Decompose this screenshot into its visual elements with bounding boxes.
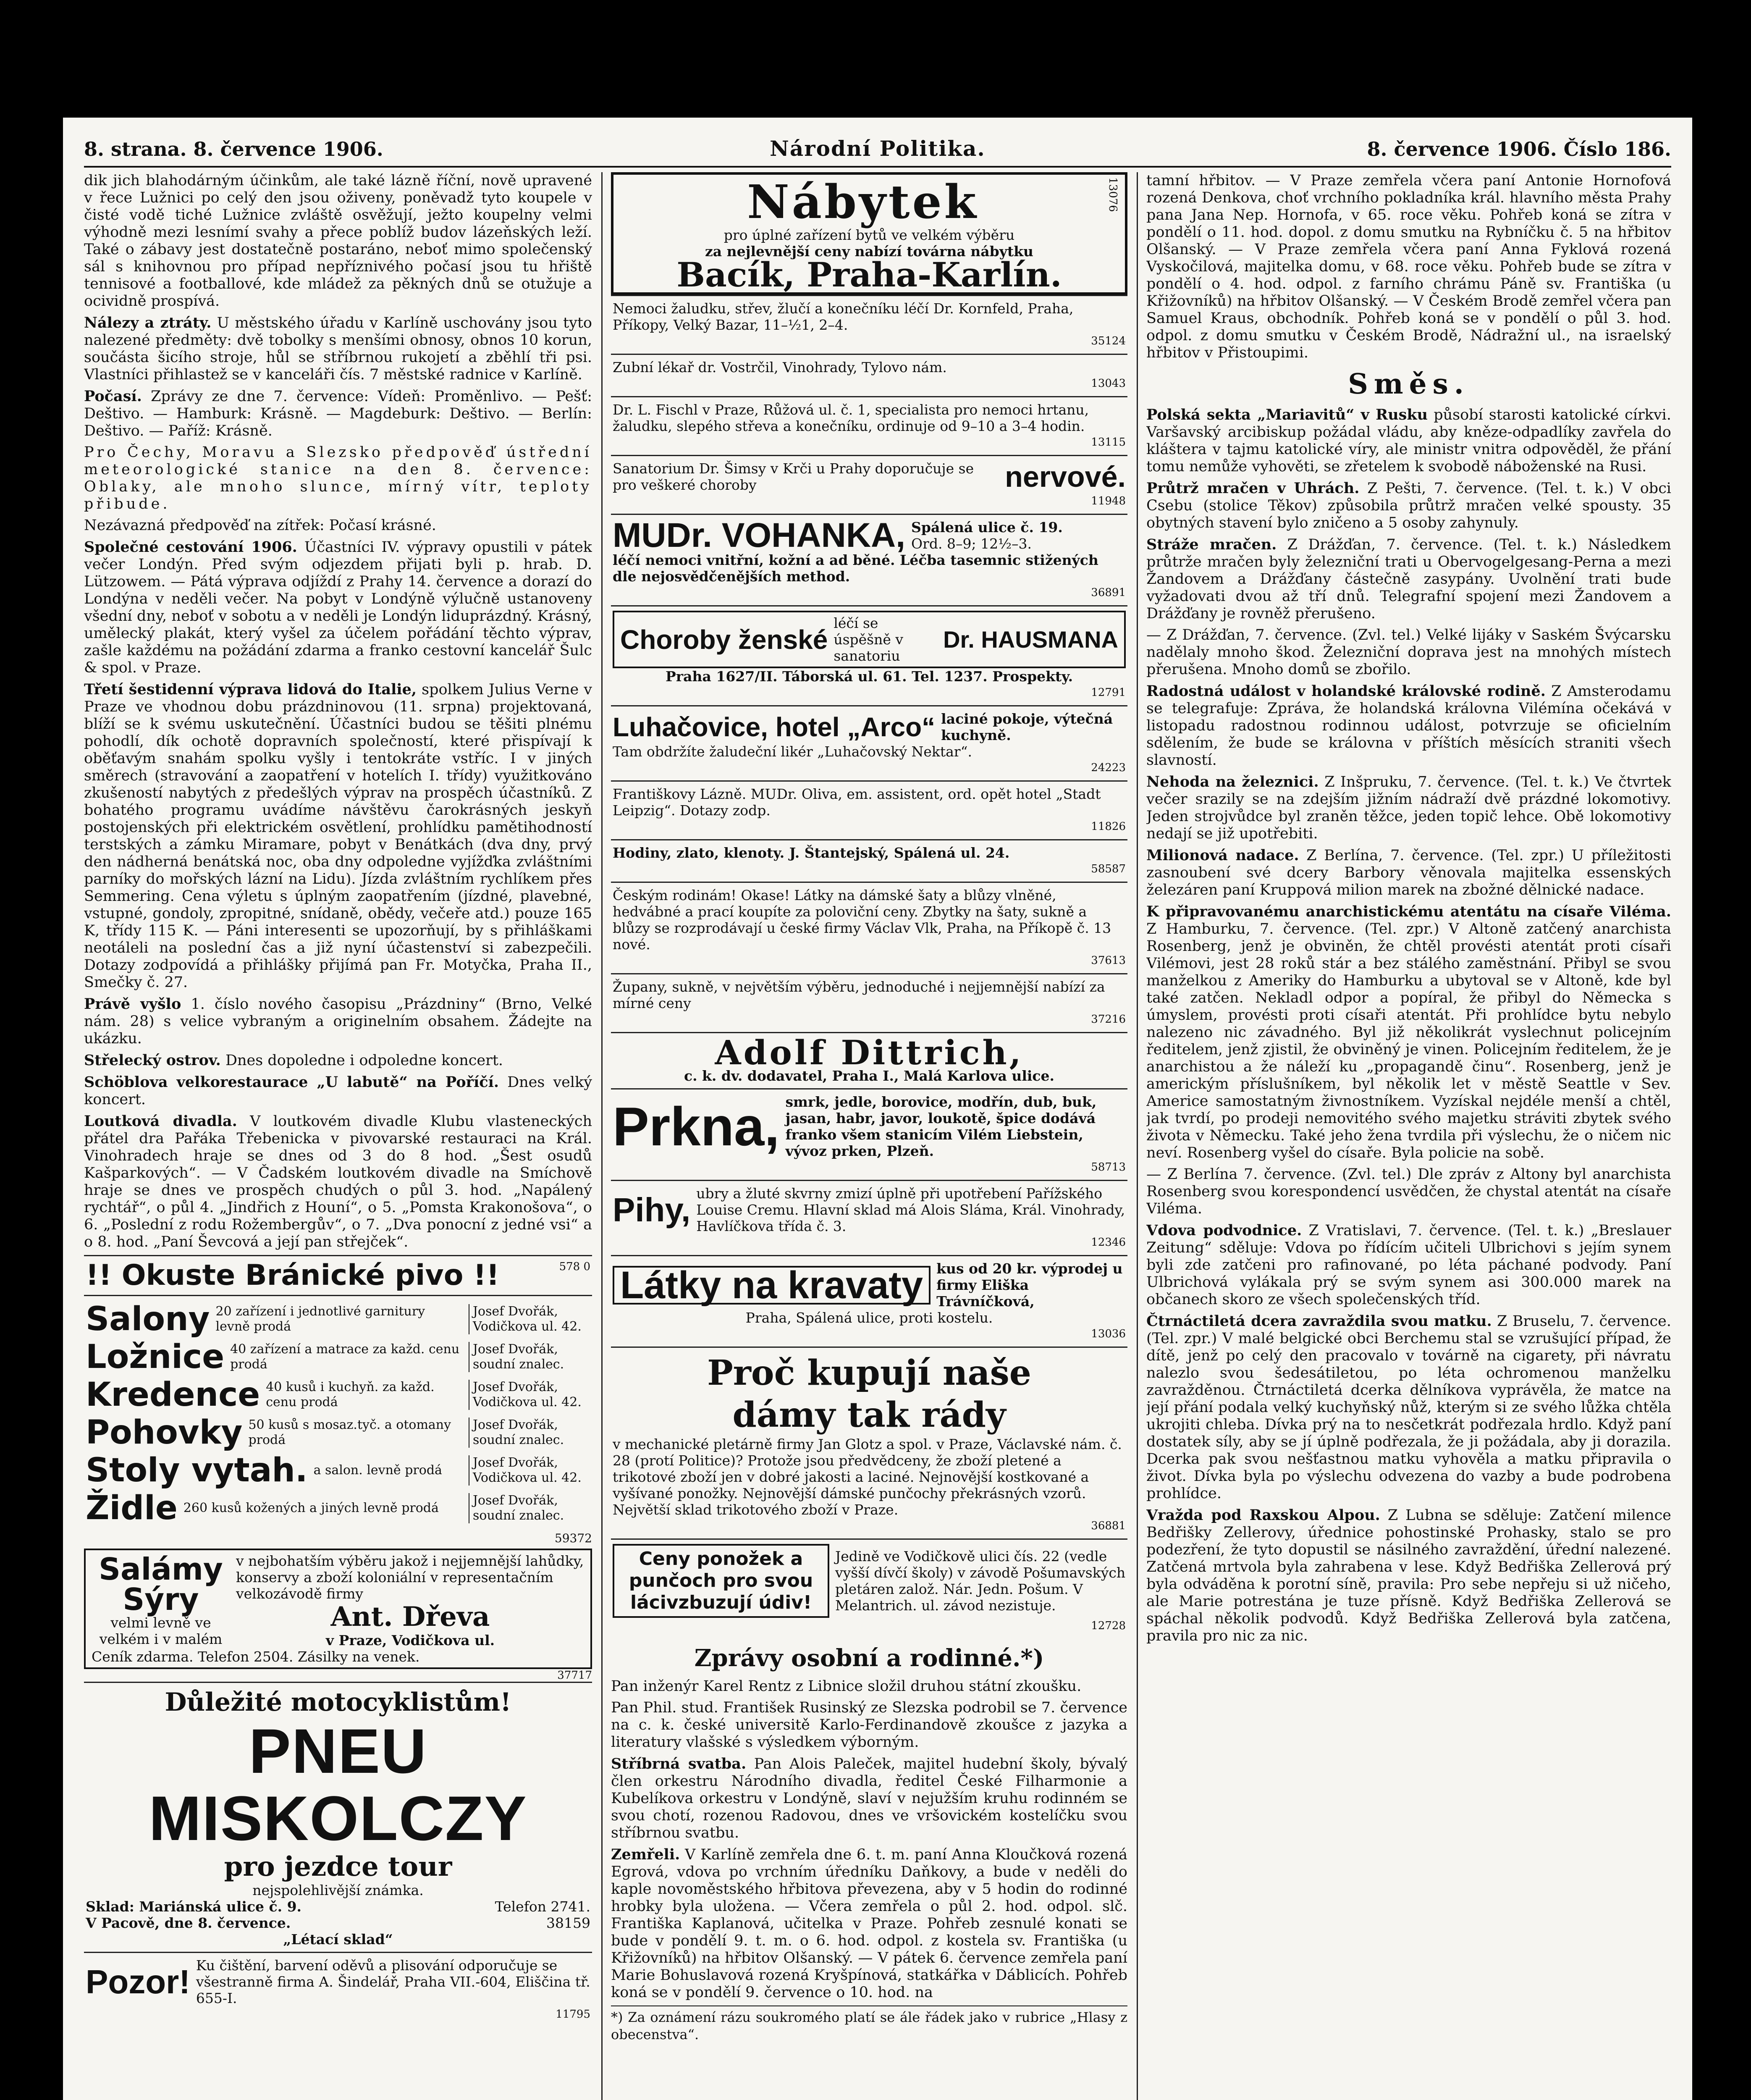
article-text: 1. číslo nového časopisu „Prázdniny“ (Brno, Velké nám. 28) s velice vybraným a originelním obsahem. Žádejte na ukázku.: [84, 996, 592, 1047]
ad-number: 24223: [1091, 761, 1126, 774]
article-paragraph: Nezávazná předpověď na zítřek: Počasí krásné.: [84, 517, 436, 534]
article-text: Zprávy ze dne 7. července: Vídeň: Proměnlivo. — Pešť: Deštivo. — Hamburk: Krásně. — Magdeburk: Deštivo. — Berlín: Deštivo. — Paříž: Krásně.: [84, 388, 592, 439]
column-3: [1146, 172, 1671, 2100]
ad-text: Praha 1627/II. Táborská ul. 61. Tel. 1237. Prospekty.: [665, 668, 1073, 685]
article-paragraph: tamní hřbitov. — V Praze zemřela včera paní Antonie Hornofová rozená Denkova, choť vrchního pokladníka král. hlavního města Prahy pana Jana Nep. Hornofa, v 65. roce věku. Pohřeb koná se zítra v pondělí o 11. hod. dopol. z domu smutku na Rybníčku č. 5 na hřbitov Olšanský. — V Praze zemřela včera paní Anna Fyklová rozená Vyskočilová, majitelka domu, v 68. roce věku. Pohřeb bude se zítra v pondělí o 4. hod. odpol. z farního chrámu Páně sv. Františka (u Křižovníků) na hřbitov Olšanský. — V Českém Brodě zemřel včera pan Samuel Kraus, obchodník. Pohřeb koná se v pondělí o půl 3. hod. odpol. z domu smutku v Českém Brodě, Nádražní ul., na israelský hřbitov v Přistoupimi.: [1146, 172, 1671, 361]
salami-footer: Ceník zdarma. Telefon 2504. Zásilky na venek.: [92, 1648, 420, 1665]
article-paragraph: [1146, 536, 1671, 622]
article-paragraph: [1146, 480, 1671, 532]
ad-number: 11795: [556, 2008, 590, 2021]
article-paragraph: [1146, 682, 1671, 769]
article-text: Z Bruselu, 7. července. (Tel. zpr.) V malé belgické obci Berchemu stal se vzrušující případ, že dítě, jenž po celý den pracovalo v továrně na cigarety, při návratu nalezlo svou šedesátiletou, po léta ochromenou manželku zavražděnou. Čtrnáctiletá dcerka dělníkova vyprávěla, že matce na její přání podala velký kuchyňský nůž, kterým si ze svého lůžka chtěla ukrojiti chleba. Dívka prý na to nesčetkrát podřezala hrdlo. Když paní dostatek síly, aby se jí úplně podřezala, že ji požádala, aby ji dorazila. Dcerka pak svou nešťastnou matku vyhověla a matku připravila o život. Dívka byla po výslechu odvezena do vazby a bude podrobena prohlídce.: [1146, 1313, 1671, 1502]
nabytek-firm: Bacík, Praha-Karlín.: [676, 255, 1062, 294]
article-paragraph: [1146, 1312, 1671, 1502]
nabytek-line: pro úplné zařízení bytů ve velkém výběru: [723, 227, 1015, 243]
ad-number: 37216: [1091, 1013, 1126, 1026]
article-text: V Karlíně zemřela dne 6. t. m. paní Anna Kloučková rozená Egrová, vdova po vrchním úředníku Daňkovy, a bude v neděli do kaple novoměstského hřbitova převezena, aby v 5 hodin do rodinné hrobky byla uložena. — Včera zemřela o půl 2. hod. odpol. slč. Františka Kaplanová, učitelka v Praze. Pohřeb zesnulé konati se bude v pondělí 9. t. m. o 6. hod. odpol. z kostela sv. Františka (u Křižovníků) na hřbitov Olšanský. — V pátek 6. července zemřela paní Marie Bohuslavová rozená Kryšpínová, statkářka v Dáblicích. Pohřeb koná se v pondělí 9. července o 10. hod. na: [611, 1846, 1127, 2001]
article-paragraph: [1146, 847, 1671, 899]
freckles-ad: [611, 1180, 1127, 1255]
furniture-ads: [84, 1295, 592, 1531]
article-heading: Střelecký ostrov.: [84, 1052, 221, 1069]
moto-store: V Pacově, dne 8. července.: [86, 1915, 291, 1931]
article-text: Účastníci IV. výpravy opustili v pátek večer Londýn. Před svým odjezdem přijati byli p. hrab. D. Lützowem. — Pátá výprava odjíždí z Prahy 14. července a dorazí do Londýna v neděli večer. Na pobyt v Londýně výlučně ustanoveny všední dny, neboť v sobotu a v neděli je Londýn liduprázdný. Krásný, umělecký plakát, který vyšel za účelem pořádání těchto výprav, zašle každému na požádání zdarma a franko cestovní kancelář Šulc & spol. v Praze.: [84, 539, 592, 676]
article-paragraph: [84, 388, 592, 440]
ad-text: léčí se úspěšně v sanatoriu: [834, 615, 904, 664]
article-heading: Polská sekta „Mariavitů“ v Rusku: [1146, 406, 1428, 423]
sanatorium-headline: Choroby ženské: [620, 624, 828, 655]
column-1: [84, 172, 592, 2100]
doctor-headline: MUDr. VOHANKA,: [613, 516, 906, 554]
article-paragraph: [1146, 406, 1671, 475]
moto-store: Sklad: Mariánská ulice č. 9.: [86, 1898, 302, 1915]
newspaper-page: [63, 118, 1692, 2100]
article-heading: Společné cestování 1906.: [84, 538, 297, 556]
header-rule: [84, 166, 1671, 168]
ad-number: 37717: [557, 1669, 592, 1682]
column-divider: [1137, 172, 1138, 2100]
knitwear-ad: [611, 1347, 1127, 1538]
furniture-ad-row: [86, 1452, 590, 1489]
ad-number: 12728: [1091, 1620, 1126, 1632]
article-text: spolkem Julius Verne v Praze ve vhodnou dobu prázdninovou (11. srpna) projektovaná, blíží se k svému uskutečnění. Účastníci budou se těšiti plnému pohodlí, dík ochotě dopravních společností, které přispívají k oběťavým snahám spolku vyšly i tentokráte vstříc. I v jiných směrech (stravování a zaopatření v hotelích I. třídy) využitkováno zkušeností nabytých z předešlých výprav na prospěch účastníků. Z bohatého programu uvádíme návštěvu čarokrásných jeskyň postojenských při elektrickém osvětlení, prohlídku pamětihodností terstských a zámku Miramare, pobyt v Benátkách (dva dny, prvý den nádherná benátská noc, oba dny odpoledne vyjížďka zvláštními parníky do mořských lázní na Lidu). Jízda zvláštním rychlíkem přes Semmering. Cena výletu s úplným zaopatřením (jízdné, plavebné, vstupné, gondoly, zpropitné, snídaně, obědy, večeře atd.) pouze 165 K, třídy 115 K. — Páni interesenti se upozorňují, by s přihláškami neotáleli na poslední čas a již nyní účastenství si zabezpečili. Dotazy zodpovídá a přihlášky přijímá pan Fr. Motyčka, Praha II., Smečky č. 27.: [84, 681, 592, 991]
article-paragraph: Pro Čechy, Moravu a Slezsko předpověď ústřední meteorologické stanice na den 8. července: Oblaky, ale mnoho slunce, mírný vítr, teploty přibude.: [84, 444, 592, 512]
furniture-seller: Josef Dvořák, Vodičkova ul. 42.: [469, 1455, 590, 1486]
article-text: Z Drážďan, 7. července. (Tel. t. k.) Následkem průtrže mračen byly železniční trati u Obervogelgesang-Perna a mezi Žandovem a Drážďany částečně zasypány. Uvolnění trati bude vyžadovati dvou až tří dnů. Telegrafní spojení mezi Žandovem a Drážďany je rovněž přerušeno.: [1146, 536, 1671, 622]
article-heading: Schöblova velkorestaurace „U labutě“ na Poříčí.: [84, 1074, 499, 1091]
article-text: Z Lubna se sděluje: Zatčení milence Bedřišky Zellerovy, úřednice pohostinské Prohasky, stalo se pro podezření, že tyto dopustil se násilného zavraždění, úřední nalezené. Zatčená mrtvola byla zahrabena v lese. Když Bedřiška Zellerová prý byla odváděna k porotní síně, pravila: Pro sebe nepřeju si už ničeho, ale Marie potrestána je tuze přísně. Když Bedřiška Zellerová se spáchal několik podvodů. Když Bedřiška Zellerová byla zatčena, pravila pro nic za nic.: [1146, 1507, 1671, 1644]
ad-text: smrk, jedle, borovice, modřín, dub, buk, jasan, habr, javor, loukotě, špice dodává franko všem stanicím Vilém Liebstein, vývoz prken, Plzeň.: [785, 1094, 1097, 1159]
footnote: *) Za oznámení rázu soukromého platí se ále řádek jako v rubrice „Hlasy z obecenstva“.: [611, 2006, 1127, 2043]
furniture-ad-row: [86, 1300, 590, 1338]
pozor-text: Ku čištění, barvení oděvů a plisování odporučuje se všestranně firma A. Šindelář, Praha VII.-604, Eliščina tř. 655-I.: [196, 1957, 590, 2006]
article-heading: Stříbrná svatba.: [611, 1755, 747, 1772]
classified-ad: [611, 354, 1127, 396]
ad-number: 13043: [1091, 377, 1126, 390]
column-divider: [601, 172, 603, 2100]
section-title: Směs.: [1348, 368, 1470, 400]
dittrich-headline: Adolf Dittrich,: [715, 1033, 1024, 1072]
article-text: Z Vratislavi, 7. července. (Tel. t. k.) „Breslauer Zeitung“ sděluje: Vdova po řídícím učiteli Ulbrichovi s jejím synem byli zde zatčeni pro rafinované, po léta páchané podvody. Paní Ulbrichová vylákala prý se svým synem asi 300.000 marek na občanech skoro ze všech společenských tříd.: [1146, 1222, 1671, 1308]
article-heading: Zemřeli.: [611, 1846, 680, 1863]
ad-number: 37613: [1091, 954, 1126, 967]
lumber-headline: Prkna,: [613, 1096, 780, 1157]
article-text: Pan Alois Paleček, majitel hudební školy, bývalý člen orkestru Národního divadla, ředitel České Filharmonie a Kubelíkova orkestru v Londýně, slaví v nejužším kruhu rodinném se svou chotí, rozenou Radovou, dnes ve vršovickém kostelíčku svou stříbrnou svatbu.: [611, 1756, 1127, 1841]
moto-brand: PNEU MISKOLCZY: [149, 1716, 527, 1853]
salami-ad: [84, 1549, 592, 1669]
ad-text: Dr. L. Fischl v Praze, Růžová ul. č. 1, specialista pro nemoci hrtanu, žaludku, slepého střeva a konečníku, ordinuje od 9–10 a 3–4 hodin.: [613, 402, 1089, 434]
ties-ad: [611, 1255, 1127, 1347]
classified-ad: [611, 882, 1127, 973]
sanatorium-headline: nervové.: [1005, 460, 1126, 493]
moto-note: nejspolehlivější známka.: [252, 1882, 424, 1898]
masthead: Národní Politika.: [770, 136, 986, 161]
ties-headline: Látky na kravaty: [613, 1266, 931, 1305]
article-heading: Čtrnáctiletá dcera zavraždila svou matku.: [1146, 1312, 1492, 1330]
furniture-ad-row: [86, 1376, 590, 1414]
article-heading: Nálezy a ztráty.: [84, 314, 212, 331]
furniture-text: 20 zařízení i jednotlivé garnitury levně prodá: [215, 1304, 425, 1334]
doctor-address: Spálená ulice č. 19.: [911, 519, 1063, 536]
article-text: Z Inšpruku, 7. července. (Tel. t. k.) Ve čtvrtek večer srazily se na zdejším jižním nádraží dvě prázdné lokomotivy. Jeden strojvůdce byl zraněn těžce, jeden topič lehce. Obě lokomotivy nedají se již upotřebiti.: [1146, 774, 1671, 842]
furniture-factory-ad: [611, 172, 1127, 295]
nabytek-headline: Nábytek: [747, 175, 979, 229]
knitwear-headline: dámy tak rády: [732, 1395, 1006, 1435]
furniture-label: Pohovky: [86, 1414, 243, 1452]
ad-number: 13076: [1106, 177, 1119, 212]
furniture-ad-row: [86, 1414, 590, 1452]
article-paragraph: Pan inženýr Karel Rentz z Libnice složil druhou státní zkoušku.: [611, 1678, 1082, 1695]
section-title: Zprávy osobní a rodinné.*): [694, 1644, 1044, 1672]
article-text: Z Amsterodamu se telegrafuje: Zpráva, že holandská královna Vilémína očekává v listopadu radostnou rodinnou událost, potvrzuje se oficielním sdělením, že bude se královna v příštích měsících straniti všech slavností.: [1146, 683, 1671, 769]
article-text: působí starosti katolické církvi. Varšavský arcibiskup požádal vládu, aby kněze-odpadlíky zavřela do kláštera v tajmu katolické víry, ale ministr vnitra odpověděl, že přání tomu nemůže vyhověti, se zřetelem k svobodě náboženské na Rusi.: [1146, 407, 1671, 475]
ad-number: 11948: [1091, 495, 1126, 507]
classified-ad: [611, 839, 1127, 882]
article-heading: Radostná událost v holandské královské rodině.: [1146, 682, 1546, 700]
ad-text: Sanatorium Dr. Šimsy v Krči u Prahy doporučuje se pro veškeré choroby: [613, 460, 974, 493]
article-heading: Stráže mračen.: [1146, 536, 1277, 553]
ad-number: 12791: [1091, 686, 1126, 699]
classified-ad: [611, 295, 1127, 354]
moto-headline: Důležité motocyklistům!: [165, 1688, 511, 1717]
salami-firm: Ant. Dřeva: [330, 1601, 490, 1633]
salami-text: v nejbohatším výběru jakož i nejjemnější lahůdky, konservy a zboží koloniální v representačním velkozávodě firmy: [236, 1553, 584, 1602]
article-heading: Vdova podvodnice.: [1146, 1222, 1302, 1239]
knitwear-headline: Proč kupují naše: [707, 1353, 1031, 1393]
article-paragraph: [1146, 1222, 1671, 1308]
classified-ad: [611, 973, 1127, 1032]
ad-text: Františkovy Lázně. MUDr. Oliva, em. assistent, ord. opět hotel „Stadt Leipzig“. Dotazy zodp.: [613, 786, 1101, 819]
article-paragraph: — Z Drážďan, 7. července. (Zvl. tel.) Velké lijáky v Saském Švýcarsku nadělaly mnoho škod. Železniční doprava jest na mnohých místech přerušena. Mnoho domů se zbořilo.: [1146, 627, 1671, 678]
article-paragraph: [84, 1074, 592, 1108]
article-paragraph: Pan Phil. stud. František Rusinský ze Slezska podrobil se 7. července na c. k. české universitě Karlo-Ferdinandově zkoušce z jazyka a literatury vlašské s výsledkem výborným.: [611, 1699, 1127, 1751]
doctor-hours: Ord. 8–9; 12½–3.: [911, 536, 1032, 552]
ad-number: 58587: [1091, 863, 1126, 875]
article-paragraph: [1146, 773, 1671, 843]
ad-text: Tam obdržíte žaludeční likér „Luhačovský Nektar“.: [613, 743, 972, 760]
ad-text: léčí nemoci vnitřní, kožní a ad běné. Léčba tasemnic stižených dle nejosvědčenějších method.: [613, 552, 1098, 585]
furniture-text: 50 kusů s mosaz.tyč. a otomany prodá: [248, 1418, 451, 1447]
header-right: 8. července 1906. Číslo 186.: [1367, 138, 1671, 160]
ad-text: Nemoci žaludku, střev, žlučí a konečníku léčí Dr. Kornfeld, Praha, Příkopy, Velký Bazar, 11–½1, 2–4.: [613, 300, 1074, 333]
article-paragraph: [84, 1052, 592, 1069]
article-heading: Milionová nadace.: [1146, 847, 1299, 864]
ad-text: Zubní lékař dr. Vostrčil, Vinohrady, Tylovo nám.: [613, 359, 947, 375]
lumber-ad: [611, 1088, 1127, 1180]
ad-number: 13115: [1091, 436, 1126, 449]
ad-number: 58713: [1091, 1161, 1126, 1173]
furniture-label: Židle: [86, 1489, 178, 1527]
ad-text: ubry a žluté skvrny zmizí úplně při upotřebení Pařížského Louise Cremu. Hlavní sklad má Alois Sláma, Král. Vinohrady, Havlíčkova třída č. 3.: [696, 1185, 1125, 1234]
beer-ad-headline: !! Okuste Bránické pivo !!: [86, 1259, 500, 1292]
ad-text: laciné pokoje, výtečná kuchyně.: [941, 711, 1113, 743]
dry-cleaning-ad: [84, 1952, 592, 2027]
furniture-seller: Josef Dvořák, soudní znalec.: [469, 1418, 590, 1448]
socks-headline: Ceny ponožek a punčoch pro svou lácivzbuzují údiv!: [613, 1544, 829, 1618]
sanatorium-ad: [611, 605, 1127, 705]
ad-number: 36891: [1091, 586, 1126, 599]
salami-address: v Praze, Vodičkova ul.: [325, 1632, 495, 1648]
classified-ad: [611, 780, 1127, 839]
ad-number: 36881: [1091, 1520, 1126, 1532]
furniture-ad-row: [86, 1338, 590, 1376]
ad-text: Jedině ve Vodičkově ulici čís. 22 (vedle vyšší dívčí školy) v závodě Pošumavských pletáren založ. Nár. Jedn. Pošum. V Melantrich. ul. závod nezistuje.: [835, 1548, 1126, 1614]
article-paragraph: — Z Berlína 7. července. (Zvl. tel.) Dle zpráv z Altony byl anarchista Rosenberg svou korespondencí usvědčen, že chystal atentát na císaře Viléma.: [1146, 1166, 1671, 1217]
article-heading: Právě vyšlo: [84, 995, 181, 1013]
article-paragraph: [84, 995, 592, 1047]
article-paragraph: [84, 538, 592, 677]
ad-text: c. k. dv. dodavatel, Praha I., Malá Karlova ulice.: [684, 1068, 1055, 1084]
socks-ad: [611, 1538, 1127, 1638]
ad-text: Hodiny, zlato, klenoty. J. Štantejský, Spálená ul. 24.: [613, 845, 1010, 861]
furniture-label: Kredence: [86, 1376, 260, 1414]
article-paragraph: [84, 681, 592, 991]
furniture-seller: Josef Dvořák, Vodičkova ul. 42.: [469, 1304, 590, 1334]
furniture-text: 40 kusů i kuchyň. za každ. cenu prodá: [266, 1380, 435, 1410]
furniture-text: 40 zařízení a matrace za každ. cenu prodá: [230, 1342, 460, 1372]
ad-text: Župany, sukně, v největším výběru, jednoduché i nejjemnější nabízí za mírné ceny: [613, 979, 1105, 1011]
header-left: 8. strana. 8. července 1906.: [84, 138, 383, 160]
classified-ad: [611, 396, 1127, 455]
furniture-label: Salony: [86, 1300, 210, 1338]
article-heading: Průtrž mračen v Uhrách.: [1146, 480, 1360, 497]
moto-store-name: „Létací sklad“: [283, 1931, 393, 1948]
article-heading: Nehoda na železnici.: [1146, 773, 1319, 790]
dittrich-ad: [611, 1032, 1127, 1088]
doctor-ad: [611, 514, 1127, 605]
furniture-ad-row: [86, 1489, 590, 1527]
article-heading: Vražda pod Raxskou Alpou.: [1146, 1507, 1380, 1524]
ad-text: v mechanické pletárně firmy Jan Glotz a spol. v Praze, Václavské nám. č. 28 (protí Politice)? Protože jsou předvědceny, že zboží pletené a trikotové zboží jen v dobré jakosti a laciné. Nejnovější kostkované a vyšívané ponožky. Nejnovější dámské punčochy překrásných vzorů. Největší sklad trikotového zboží v Praze.: [613, 1436, 1122, 1518]
article-heading: Počasí.: [84, 388, 142, 405]
furniture-label: Stoly vytah.: [86, 1452, 308, 1489]
ad-number: 59372: [554, 1531, 592, 1545]
hotel-ad: [611, 705, 1127, 780]
salami-headline: Salámy: [99, 1551, 223, 1587]
article-paragraph: [1146, 903, 1671, 1162]
beer-ad: [84, 1255, 592, 1295]
ad-number: 13036: [1091, 1328, 1126, 1340]
salami-subline: velmi levně ve velkém i v malém: [99, 1614, 223, 1647]
nabytek-line: za nejlevnější ceny nabízí továrna nábytku: [705, 243, 1034, 260]
furniture-seller: Josef Dvořák, soudní znalec.: [469, 1342, 590, 1372]
article-paragraph: dik jich blahodárným účinkům, ale také lázně říční, nově upravené v řece Lužnici po celý den jsou oživeny, poněvadž tyto koupele v čisté vodě tiché Lužnice zvláště osvěžují, ježto koupelny velmi výhodně mezi lesnímí svahy a přece poblíž budov lázeňských leží. Také o zábavy jest dostatečně postaráno, neboť mimo společenský sál s knihovnou pro případ nepříznivého počasí jsou tu hřiště tennisové a footballové, kde mládež za pěkných dnů se otužuje a ocividně prospívá.: [84, 172, 592, 310]
article-heading: Loutková divadla.: [84, 1113, 237, 1130]
article-paragraph: [611, 1755, 1127, 1842]
article-text: Z Pešti, 7. července. (Tel. t. k.) V obci Csebu (stolice Těkov) způsobila průtrž mračen velké spousty. 35 obytných stavení bylo zničeno a 5 osoby zahynuly.: [1146, 480, 1671, 531]
article-text: Z Berlína, 7. července. (Tel. zpr.) U příležitosti zasnoubení své dcery Barbory věnovala majitelka essenských železáren paní Kruppová milion marek na zbožné dělnické nadace.: [1146, 847, 1671, 898]
article-text: Dnes velký koncert.: [84, 1074, 592, 1108]
motorcycle-ad: [84, 1682, 592, 1952]
furniture-text: 260 kusů kožených a jiných levně prodá: [183, 1501, 439, 1515]
moto-sub: pro jezdce tour: [224, 1851, 452, 1882]
cheese-headline: Sýry: [123, 1582, 199, 1617]
ad-number: 38159: [546, 1915, 590, 1931]
column-2: [611, 172, 1127, 2100]
article-paragraph: [1146, 1507, 1671, 1645]
sanatorium-ad: [611, 455, 1127, 514]
ad-number: 11826: [1091, 820, 1126, 833]
article-text: V loutkovém divadle Klubu vlasteneckých přátel dra Pařáka Třebenicka v pivovarské restauraci na Král. Vinohradech hraje se dnes od 3 do 8 hod. „Šest osudů Kašparkových“. — V Čadském loutkovém divadle na Smíchově hraje se dnes ve prospěch chudých o půl 3. hod. „Napálený rychtář“, o půl 4. „Jindřich z Houní“, o 5. „Pomsta Krakonošova“, o 6. „Poslední z rodu Rožembergův“, o 7. „Dva ponocní z jedné vsi“ a o 8. hod. „Paní Ševcová a její pan střejček“.: [84, 1113, 592, 1250]
furniture-label: Ložnice: [86, 1338, 225, 1376]
ad-number: 578 0: [559, 1260, 590, 1273]
hotel-headline: Luhačovice, hotel „Arco“: [613, 712, 936, 742]
ad-text: kus od 20 kr. výprodej u firmy Eliška Trávníčková,: [936, 1260, 1123, 1310]
furniture-seller: Josef Dvořák, soudní znalec.: [469, 1493, 590, 1523]
article-paragraph: [84, 314, 592, 383]
moto-phone: Telefon 2741.: [495, 1898, 590, 1915]
furniture-seller: Josef Dvořák, Vodičkova ul. 42.: [469, 1380, 590, 1410]
ad-number: 35124: [1091, 335, 1126, 347]
furniture-text: a salon. levně prodá: [313, 1463, 442, 1478]
page-header: [84, 134, 1671, 167]
article-text: U městského úřadu v Karlíně uschovány jsou tyto nalezené předměty: dvě tobolky s menšími obnosy, obnos 10 korun, součásta šicího stroje, hůl se stříbrnou rukojetí a zběhlí tři psi. Vlastníci přihlastež se v kanceláři čís. 7 městské radnice v Karlíně.: [84, 315, 592, 383]
article-text: Dnes dopoledne i odpoledne koncert.: [225, 1052, 503, 1069]
article-heading: K připravovanému anarchistickému atentátu na císaře Viléma.: [1146, 903, 1671, 920]
article-paragraph: [84, 1113, 592, 1251]
ad-number: 12346: [1091, 1236, 1126, 1249]
ad-text: Praha, Spálená ulice, proti kostelu.: [745, 1310, 993, 1326]
freckles-headline: Pihy,: [613, 1191, 691, 1228]
sanatorium-name: Dr. HAUSMANA: [943, 626, 1118, 653]
article-heading: Třetí šestidenní výprava lidová do Italie,: [84, 681, 417, 698]
article-text: Z Hamburku, 7. července. (Tel. zpr.) V Altoně zatčený anarchista Rosenberg, jenž je obviněn, že chtěl provésti atentát proti císaři Vilémovi, jest 28 roků stár a bez stálého zaměstnání. Přibyl se svou manželkou z Ameriky do Hamburku a ubytoval se v Altoně, kde byl také zatčen. Nekladl odpor a popíral, že přibyl do Německa s úmyslem, provésti proti císaři atentát. Při prohlídce bytu nebylo nalezeno nic závadného. Byl již několikrát vyslechnut policejním ředitelem, jenž zjistil, že obviněný je vinen. Policejním ředitelem, že je anarchistou a že náleží ku „propagandě činu“. Rosenberg, jenž je americkým příslušníkem, byl několik let v městě Seattle v Sev. Americe samostatným živnostníkem. Vyzískal nejdéle menší a chtěl, jak tvrdí, po prodeji nemovitého svého majetku stráviti zbytek svého života v Německu. Také jeho žena tvrdila při výslechu, že o ničem nic neví. Rosenberg vyšel do císaře. Byla policie na sobě.: [1146, 921, 1671, 1161]
pozor-headline: Pozor!: [86, 1963, 190, 2000]
ad-text: Českým rodinám! Okase! Látky na dámské šaty a blůzy vlněné, hedvábné a prací koupíte za poloviční ceny. Zbytky na šaty, sukně a blůzy se rozprodávají u české firmy Václav Vlk, Praha, na Příkopě č. 13 nové.: [613, 887, 1111, 953]
article-paragraph: [611, 1846, 1127, 2001]
